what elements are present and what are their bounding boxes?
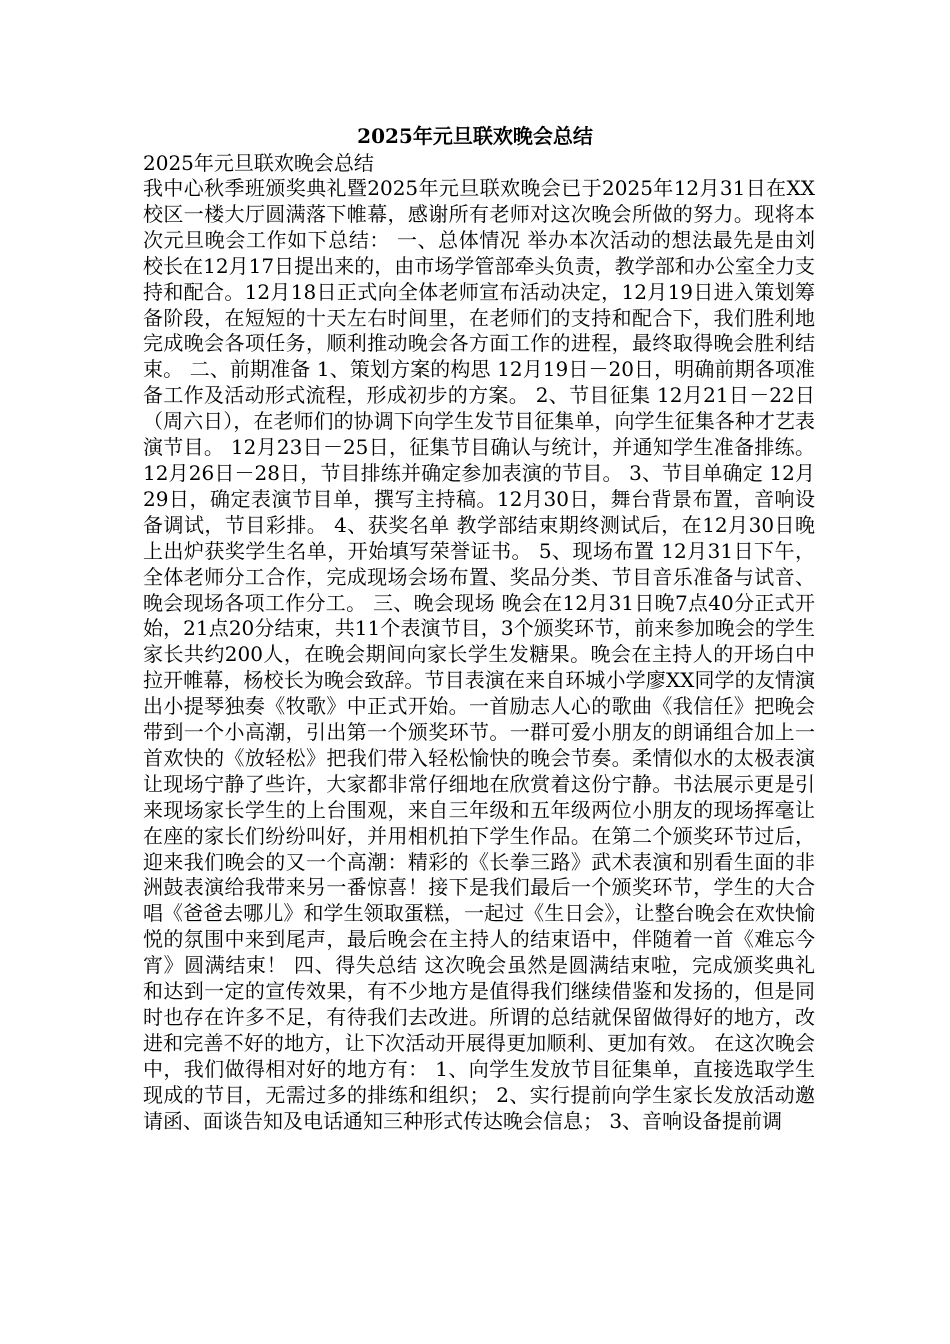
document-body-text: 我中心秋季班颁奖典礼暨2025年元旦联欢晚会已于2025年12月31日在XX校区一楼大厅圆满落下帷幕，感谢所有老师对这次晚会所做的努力。现将本次元旦晚会工作如下总结： 一、总体情况 举办本次活动的想法最先是由刘校长在12月17日提出来的，由市场学管部牵头负责，教学部和办公室全力支持和配合。12月18日正式向全体老师宣布活动决定，12月19日进入策划筹备阶段，在短短的十天左右时间里，在老师们的支持和配合下，我们胜利地完成晚会各项任务，顺利推动晚会各方面工作的进程，最终取得晚会胜利结束。 二、前期准备 1、策划方案的构思 12月19日－20日，明确前期各项准备工作及活动形式流程，形成初步的方案。 2、节目征集 12月21日－22日（周六日），在老师们的协调下向学生发节目征集单，向学生征集各种才艺表演节目。 12月23日－25日，征集节目确认与统计，并通知学生准备排练。12月26日－28日，节目排练并确定参加表演的节目。 3、节目单确定 12月29日，确定表演节目单，撰写主持稿。12月30日，舞台背景布置，音响设备调试，节目彩排。 4、获奖名单 教学部结束期终测试后，在12月30日晚上出炉获奖学生名单，开始填写荣誉证书。 5、现场布置 12月31日下午，全体老师分工合作，完成现场会场布置、奖品分类、节目音乐准备与试音、晚会现场各项工作分工。 三、晚会现场 晚会在12月31日晚7点40分正式开始，21点20分结束，共11个表演节目，3个颁奖环节，前来参加晚会的学生家长共约200人，在晚会期间向家长学生发糖果。晚会在主持人的开场白中拉开帷幕，杨校长为晚会致辞。节目表演在来自环城小学廖XX同学的友情演出小提琴独奏《牧歌》中正式开始。一首励志人心的歌曲《我信任》把晚会带到一个小高潮，引出第一个颁奖环节。一群可爱小朋友的朗诵组合加上一首欢快的《放轻松》把我们带入轻松愉快的晚会节奏。柔情似水的太极表演让现场宁静了些许，大家都非常仔细地在欣赏着这份宁静。书法展示更是引来现场家长学生的上台围观，来自三年级和五年级两位小朋友的现场挥毫让在座的家长们纷纷叫好，并用相机拍下学生作品。在第二个颁奖环节过后，迎来我们晚会的又一个高潮：精彩的《长拳三路》武术表演和别看生面的非洲鼓表演给我带来另一番惊喜！接下是我们最后一个颁奖环节，学生的大合唱《爸爸去哪儿》和学生领取蛋糕，一起过《生日会》，让整台晚会在欢快愉悦的氛围中来到尾声，最后晚会在主持人的结束语中，伴随着一首《难忘今宵》圆满结束！ 四、得失总结 这次晚会虽然是圆满结束啦，完成颁奖典礼和达到一定的宣传效果，有不少地方是值得我们继续借鉴和发扬的，但是同时也存在许多不足，有待我们去改进。所谓的总结就保留做得好的地方，改进和完善不好的地方，让下次活动开展得更加顺利、更加有效。 在这次晚会中，我们做得相对好的地方有： 1、向学生发放节目征集单，直接选取学生现成的节目，无需过多的排练和组织； 2、实行提前向学生家长发放活动邀请函、面谈告知及电话通知三种形式传达晚会信息； 3、音响设备提前调: [143, 176, 815, 1133]
document-subtitle: 2025年元旦联欢晚会总结: [143, 151, 374, 175]
document-title: 2025年元旦联欢晚会总结: [357, 124, 593, 148]
